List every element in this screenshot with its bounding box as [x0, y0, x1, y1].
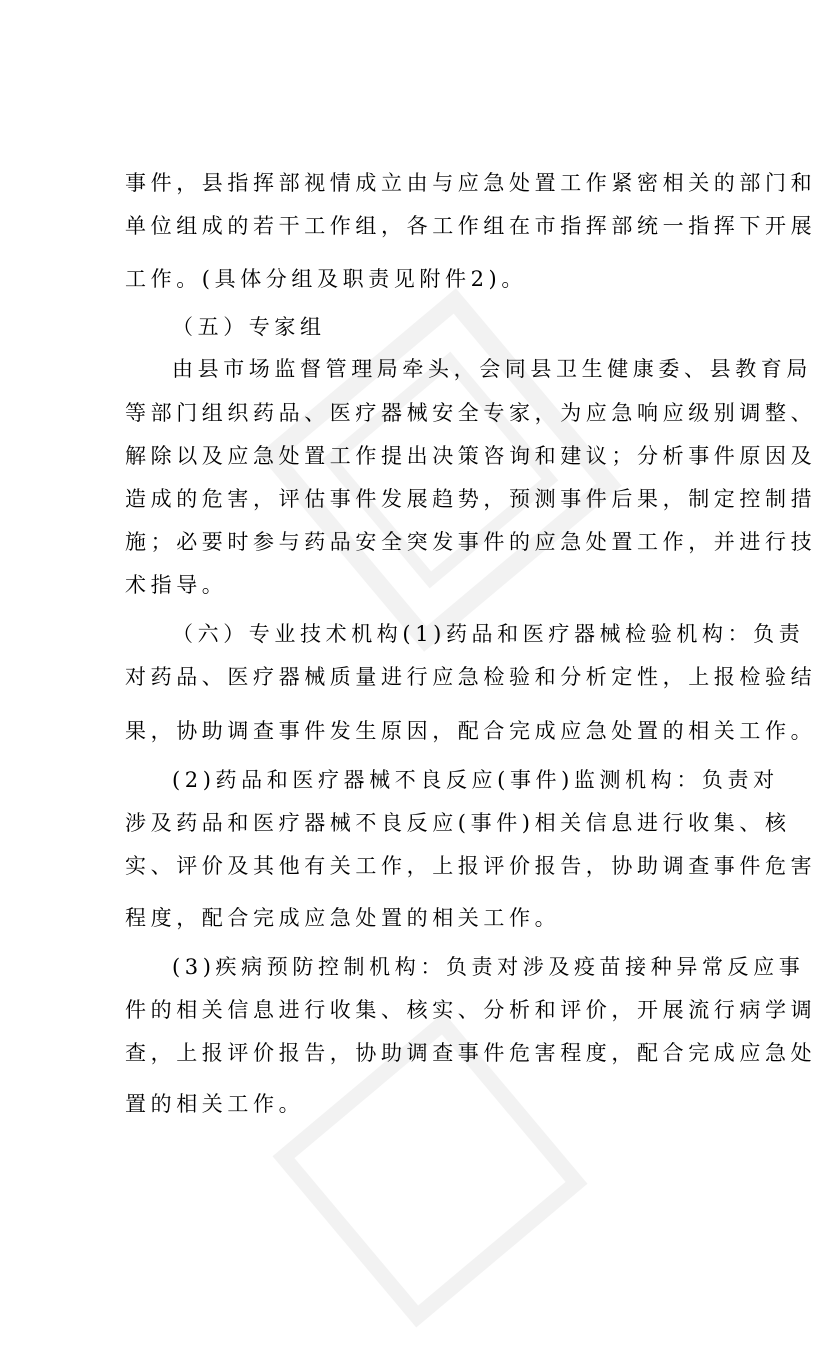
text-line: 实、评价及其他有关工作，上报评价报告，协助调查事件危害 [125, 854, 817, 878]
text-line: 等部门组织药品、医疗器械安全专家，为应急响应级别调整、 [125, 401, 817, 425]
text-line: 查，上报评价报告，协助调查事件危害程度，配合完成应急处 [125, 1041, 817, 1065]
text-line: （六）专业技术机构(1)药品和医疗器械检验机构：负责 [172, 622, 805, 646]
text-line: 对药品、医疗器械质量进行应急检验和分析定性，上报检验结 [125, 665, 817, 689]
text-line: 工作。(具体分组及职责见附件2)。 [125, 267, 527, 291]
text-line: 置的相关工作。 [125, 1092, 305, 1116]
text-line: 果，协助调查事件发生原因，配合完成应急处置的相关工作。 [125, 719, 817, 743]
text-line: (3)疾病预防控制机构：负责对涉及疫苗接种异常反应事 [172, 955, 805, 979]
text-line: 件的相关信息进行收集、核实、分析和评价，开展流行病学调 [125, 998, 817, 1022]
text-line: 单位组成的若干工作组，各工作组在市指挥部统一指挥下开展 [125, 214, 817, 238]
section-heading: （五）专家组 [172, 315, 326, 339]
text-line: 由县市场监督管理局牵头，会同县卫生健康委、县教育局 [172, 357, 812, 381]
text-line: 造成的危害，评估事件发展趋势，预测事件后果，制定控制措 [125, 487, 817, 511]
text-line: 涉及药品和医疗器械不良反应(事件)相关信息进行收集、核 [125, 811, 791, 835]
text-line: 术指导。 [125, 573, 228, 597]
text-line: 程度，配合完成应急处置的相关工作。 [125, 906, 561, 930]
text-line: 施；必要时参与药品安全突发事件的应急处置工作，并进行技 [125, 530, 817, 554]
text-line: 事件，县指挥部视情成立由与应急处置工作紧密相关的部门和 [125, 171, 817, 195]
text-line: 解除以及应急处置工作提出决策咨询和建议；分析事件原因及 [125, 444, 817, 468]
text-line: (2)药品和医疗器械不良反应(事件)监测机构：负责对 [172, 768, 779, 792]
